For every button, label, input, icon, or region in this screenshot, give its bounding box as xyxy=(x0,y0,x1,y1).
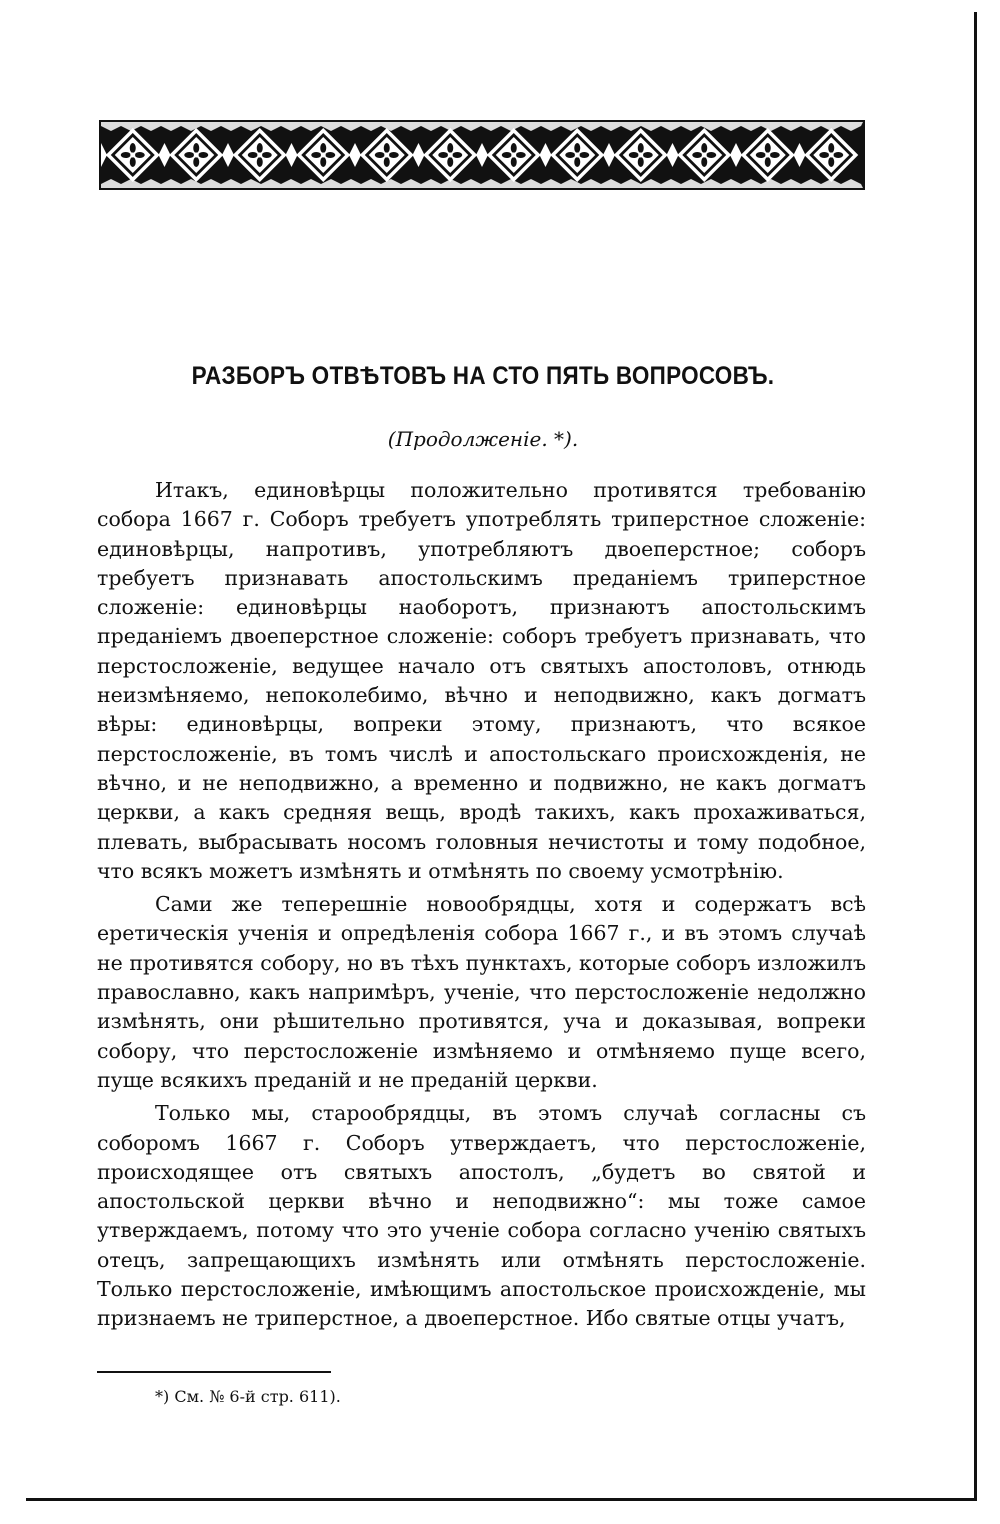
paragraph-1: Итакъ, единовѣрцы положительно противятся требованію собора 1667 г. Соборъ требуетъ употреблять триперстное сложеніе: единовѣрцы, напротивъ, употребляютъ двоеперстное; соборъ требуетъ признавать апостольскимъ преданіемъ триперстное сложеніе: единовѣрцы наоборотъ, признаютъ апостольскимъ преданіемъ двоеперстное сложеніе: соборъ требуетъ признавать, что перстосложеніе, ведущее начало отъ святыхъ апостоловъ, отнюдь неизмѣняемо, непоколебимо, вѣчно и неподвижно, какъ догматъ вѣры: единовѣрцы, вопреки этому, признаютъ, что всякое перстосложеніе, въ томъ числѣ и апостольскаго происхожденія, не вѣчно, и не неподвижно, а временно и подвижно, не какъ догматъ церкви, а какъ средняя вещь, вродѣ такихъ, какъ прохаживаться, плевать, выбрасывать носомъ головныя нечистоты и тому подобное, что всякъ можетъ измѣнять и отмѣнять по своему усмотрѣнію. xyxy=(97,478,866,883)
footnote-divider xyxy=(97,1371,331,1373)
article-title: РАЗБОРЪ ОТВѢТОВЪ НА СТО ПЯТЬ ВОПРОСОВЪ. xyxy=(191,362,775,390)
footnote: *) См. № 6-й стр. 611). xyxy=(155,1387,341,1406)
article-subtitle: (Продолженіе. *). xyxy=(387,427,579,451)
page-bottom-border-line xyxy=(26,1498,977,1501)
paragraph-2: Сами же теперешніе новообрядцы, хотя и содержатъ всѣ еретическія ученія и опредѣленія собора 1667 г., и въ этомъ случаѣ не противятся собору, но въ тѣхъ пунктахъ, которые соборъ изложилъ православно, какъ напримѣръ, ученіе, что перстосложеніе недолжно измѣнять, они рѣшительно противятся, уча и доказывая, вопреки собору, что перстосложеніе измѣняемо и отмѣняемо пуще всего, пуще всякихъ преданій и не преданій церкви. xyxy=(97,892,866,1092)
paragraph-3: Только мы, старообрядцы, въ этомъ случаѣ согласны съ соборомъ 1667 г. Соборъ утверждаетъ, что перстосложеніе, происходящее отъ святыхъ апостолъ, „будетъ во святой и апостольской церкви вѣчно и неподвижно“: мы тоже самое утверждаемъ, потому что это ученіе собора согласно ученію святыхъ отецъ, запрещающихъ измѣнять или отмѣнять перстосложеніе. Только перстосложеніе, имѣющимъ апостольское происхожденіе, мы признаемъ не триперстное, а двоеперстное. Ибо святые отцы учатъ, xyxy=(97,1101,866,1331)
page-right-border-line xyxy=(974,12,977,1500)
article-body xyxy=(97,476,866,1338)
diamond-flower-frieze-icon xyxy=(101,122,863,188)
decorative-header-ornament xyxy=(99,120,865,190)
